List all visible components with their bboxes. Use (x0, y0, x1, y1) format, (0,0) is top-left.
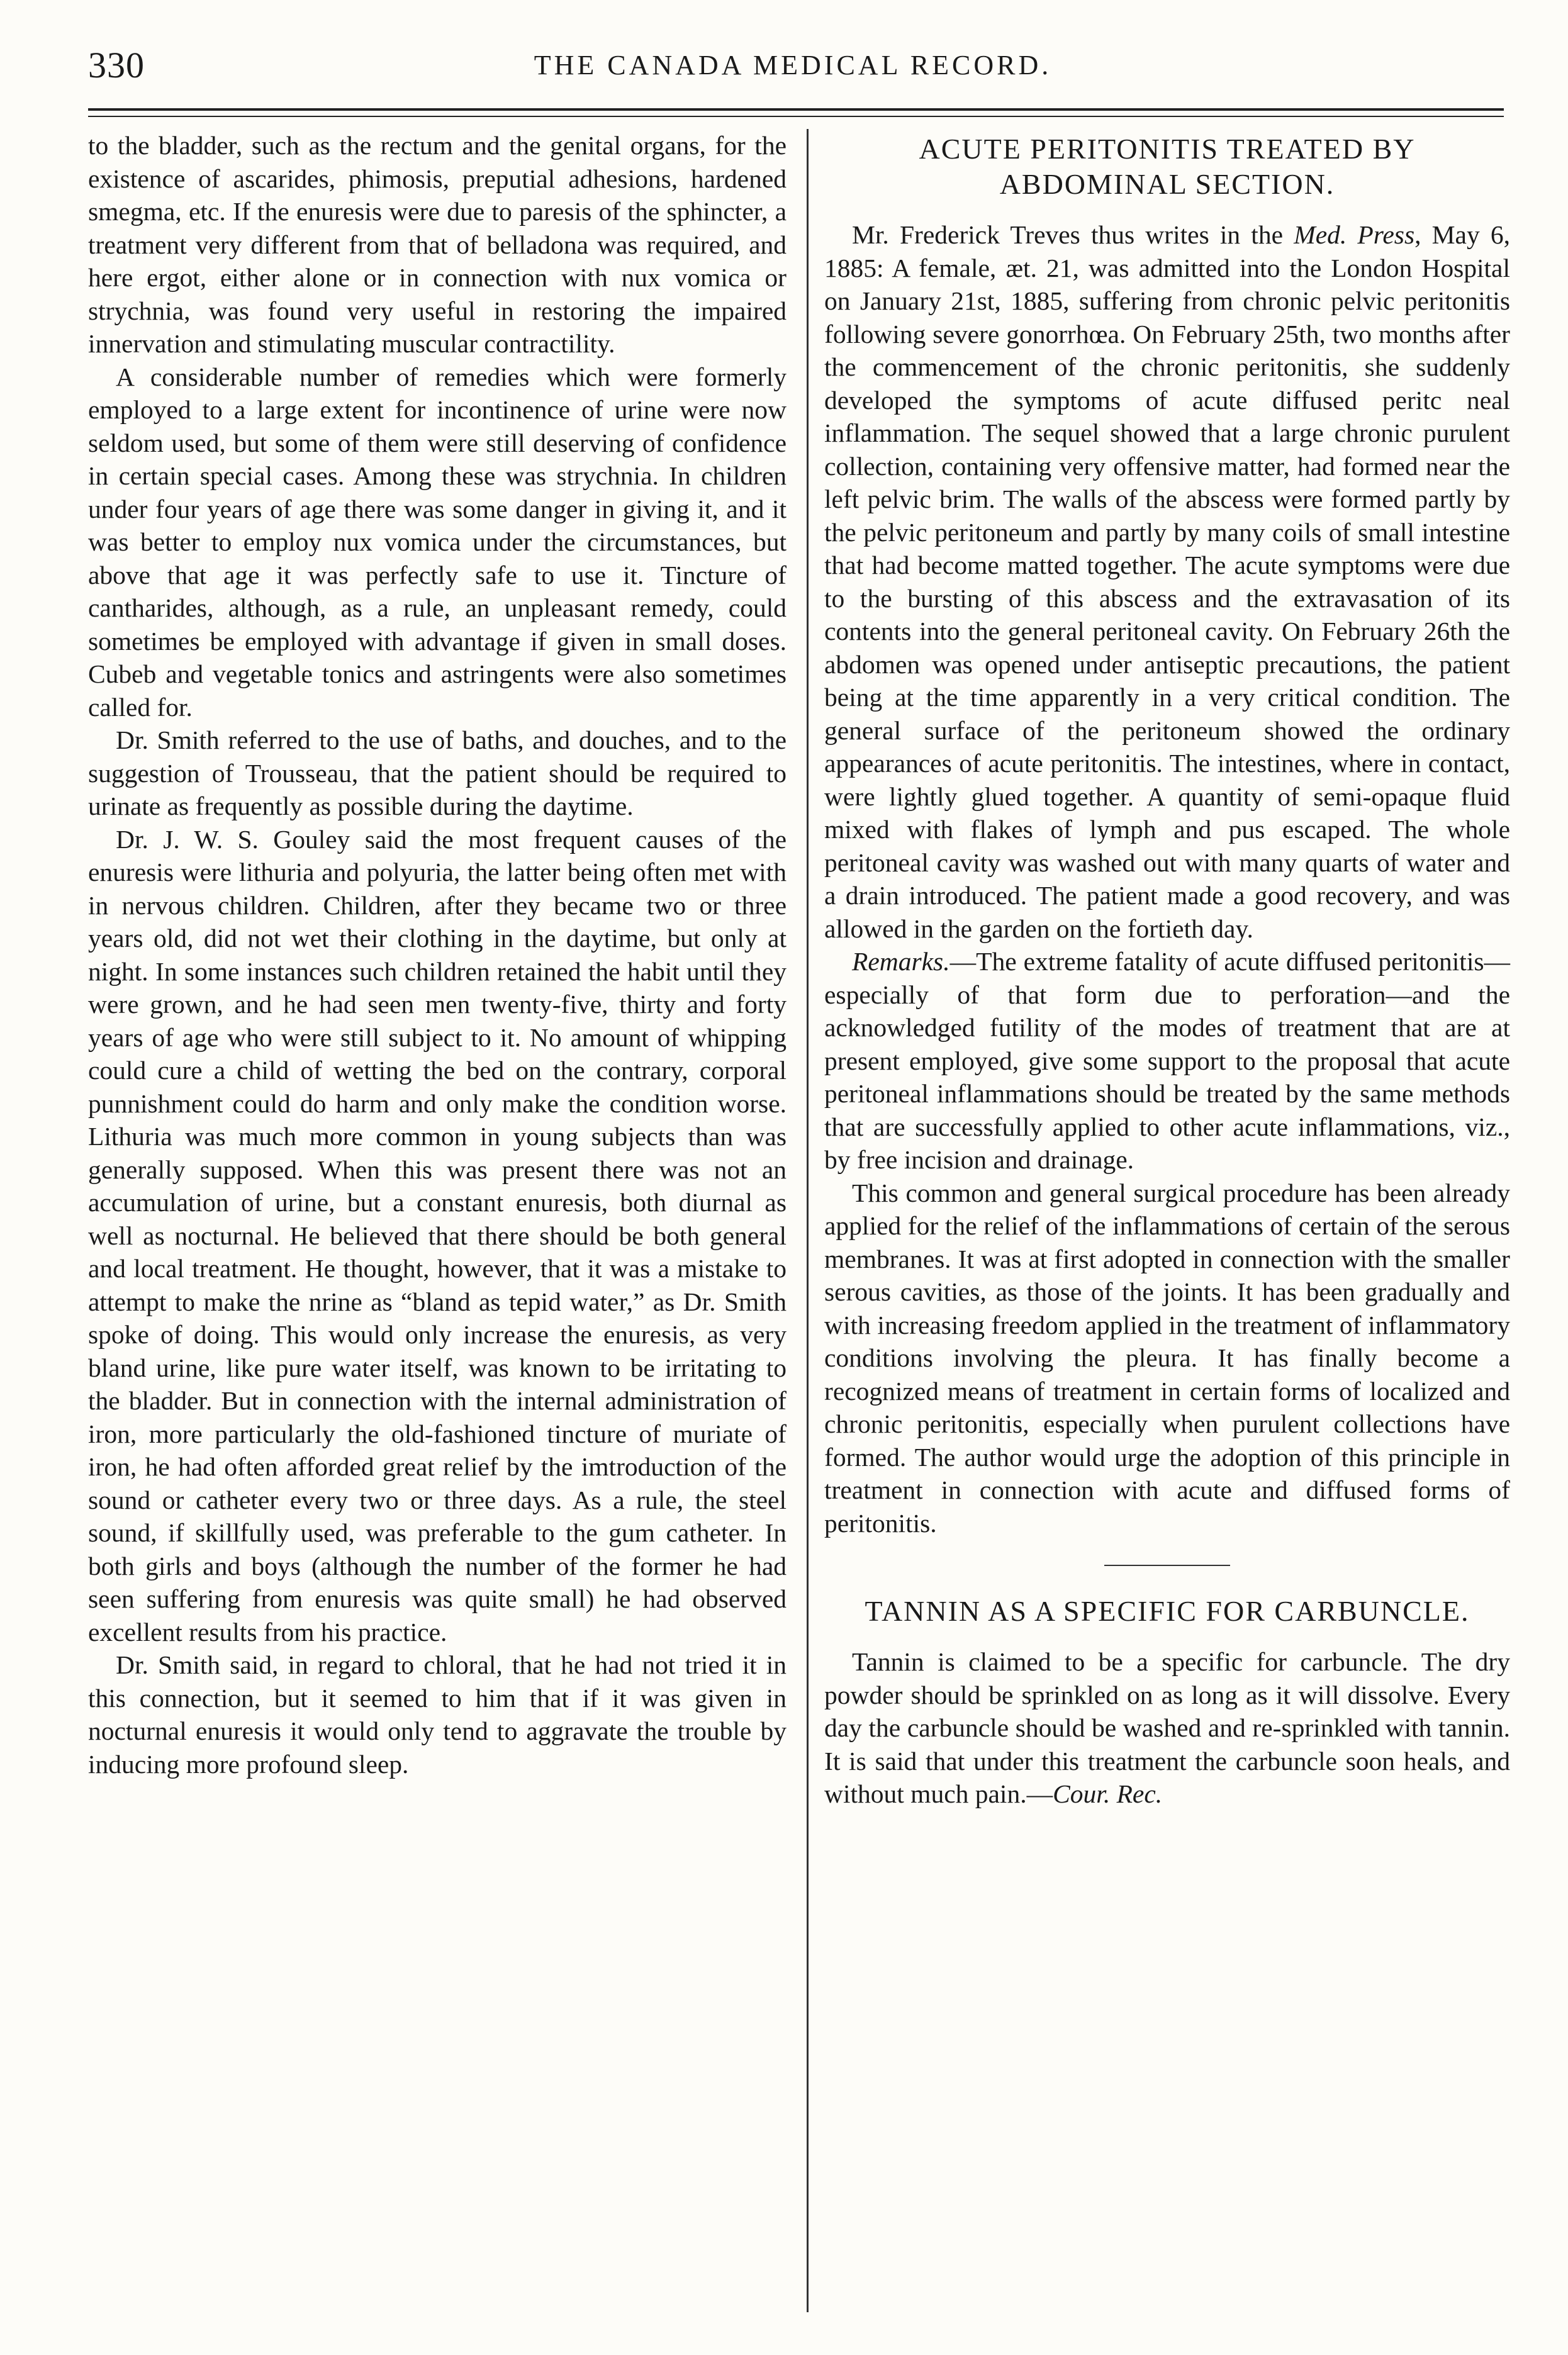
left-paragraph-1: to the bladder, such as the rectum and the genital organs, for the existence of ascarides, phimosis, preputial adhesions, hardened smegma, etc. If the enuresis were due to paresis of the sphincter, a treatment very different from that of belladona was required, and here ergot, either alone or in connection with nux vomica or strychnia, was found very useful in restoring the impaired innervation and stimulating muscular contractility. (88, 131, 787, 358)
section-divider (1104, 1565, 1230, 1566)
header-rule-thin (88, 116, 1504, 117)
left-column (88, 129, 787, 1781)
article-title-peritonitis: ACUTE PERITONITIS TREATED BY ABDOMINAL SECTION. (919, 133, 1416, 200)
tannin-text: Tannin is claimed to be a specific for carbuncle. The dry powder should be sprinkled on as long as it will dissolve. Every day the carbuncle should be washed and re-sprinkled with tannin. It is said that under this treatment the carbuncle soon heals, and without much pain.— (824, 1647, 1510, 1808)
journal-title: THE CANADA MEDICAL RECORD. (534, 50, 1052, 81)
tannin-source: Cour. Rec. (1053, 1779, 1163, 1808)
remarks-text: —The extreme fatality of acute diffused peritonitis—especially of that form due to perforation—and the acknowledged futility of the modes of treatment that are at present employed, give some support to the proposal that acute peritoneal inflammations should be treated by the same methods that are successfully applied to other acute inflammations, viz., by free incision and drainage. (824, 947, 1510, 1174)
header-rule-thick (88, 108, 1504, 111)
article-peritonitis-paragraph-3: This common and general surgical procedure has been already applied for the relief of the inflammations of certain of the serous membranes. It was at first adopted in connection with the smaller serous cavities, as those of the joints. It has been gradually and with increasing freedom applied in the treatment of inflammatory conditions involving the pleura. It has finally become a recognized means of treatment in certain forms of localized and chronic peritonitis, especially when purulent collections have formed. The author would urge the adoption of this principle in treatment in connection with acute and diffused forms of peritonitis. (824, 1178, 1510, 1538)
article-title-tannin: TANNIN AS A SPECIFIC FOR CARBUNCLE. (865, 1595, 1470, 1627)
right-column (824, 129, 1510, 1811)
left-paragraph-2: A considerable number of remedies which were formerly employed to a large extent for incontinence of urine were now seldom used, but some of them were still deserving of confidence in certain special cases. Among these was strychnia. In children under four years of age there was some danger in giving it, and it was better to employ nux vomica under the circumstances, but above that age it was perfectly safe to use it. Tincture of cantharides, although, as a rule, an unpleasant remedy, could sometimes be employed with advantage if given in small doses. Cubeb and vegetable tonics and astringents were also sometimes called for. (88, 362, 787, 722)
article-peritonitis-remarks (824, 945, 1510, 1177)
para1-text-a: Mr. Frederick Treves thus writes in the (852, 220, 1294, 249)
para1-text-b: , May 6, 1885: A female, æt. 21, was admitted into the London Hospital on January 21st, 1885, suffering from chronic pelvic peritonitis following severe gonorrhœa. On February 25th, two months after the commencement of the chronic peritonitis, she suddenly developed the symptoms of acute diffused peritc neal inflammation. The sequel showed that a large chronic purulent collection, containing very offensive matter, had formed near the left pelvic brim. The walls of the abscess were formed partly by the pelvic peritoneum and partly by many coils of small intestine that had become matted together. The acute symptoms were due to the bursting of this abscess and the extravasation of its contents into the general peritoneal cavity. On February 26th the abdomen was opened under antiseptic precautions, the patient being at the time apparently in a very critical condition. The general surface of the peritoneum showed the ordinary appearances of acute peritonitis. The intestines, where in contact, were lightly glued together. A quantity of semi-opaque fluid mixed with flakes of lymph and pus escaped. The whole peritoneal cavity was washed out with many quarts of water and a drain introduced. The patient made a good recovery, and was allowed in the garden on the fortieth day. (824, 220, 1510, 943)
article-tannin-paragraph (824, 1645, 1510, 1811)
page-header (82, 44, 1504, 94)
remarks-label: Remarks. (852, 947, 950, 976)
left-paragraph-4: Dr. J. W. S. Gouley said the most frequent causes of the enuresis were lithuria and polyuria, the latter being often met with in nervous children. Children, after they became two or three years old, did not wet their clothing in the daytime, but only at night. In some instances such children retained the habit until they were grown, and he had seen men twenty-five, thirty and forty years of age who were still subject to it. No amount of whipping could cure a child of wetting the bed on the contrary, corporal punnishment could do harm and only make the condition worse. Lithuria was much more common in young subjects than was generally supposed. When this was present there was not an accumulation of urine, but a constant enuresis, both diurnal as well as nocturnal. He believed that there should be both general and local treatment. He thought, however, that it was a mistake to attempt to make the nrine as “bland as tepid water,” as Dr. Smith spoke of doing. This would only increase the enuresis, as very bland urine, like pure water itself, was known to be irritating to the bladder. But in connection with the internal administration of iron, more particularly the old-fashioned tincture of muriate of iron, he had often afforded great relief by the imtroduction of the sound or catheter every two or three days. As a rule, the steel sound, if skillfully used, was preferable to the gum catheter. In both girls and boys (although the number of the former he had seen suffering from enuresis was quite small) he had observed excellent results from his practice. (88, 824, 787, 1647)
journal-citation: Med. Press (1294, 220, 1415, 249)
column-divider (807, 129, 809, 2312)
left-paragraph-5: Dr. Smith said, in regard to chloral, that he had not tried it in this connection, but it seemed to him that if it was given in nocturnal enuresis it would only tend to aggravate the trouble by inducing more profound sleep. (88, 1650, 787, 1779)
page-number: 330 (88, 45, 145, 86)
left-paragraph-3: Dr. Smith referred to the use of baths, and douches, and to the suggestion of Trousseau, that the patient should be required to urinate as frequently as possible during the daytime. (88, 725, 787, 820)
article-peritonitis-paragraph-1 (824, 218, 1510, 945)
